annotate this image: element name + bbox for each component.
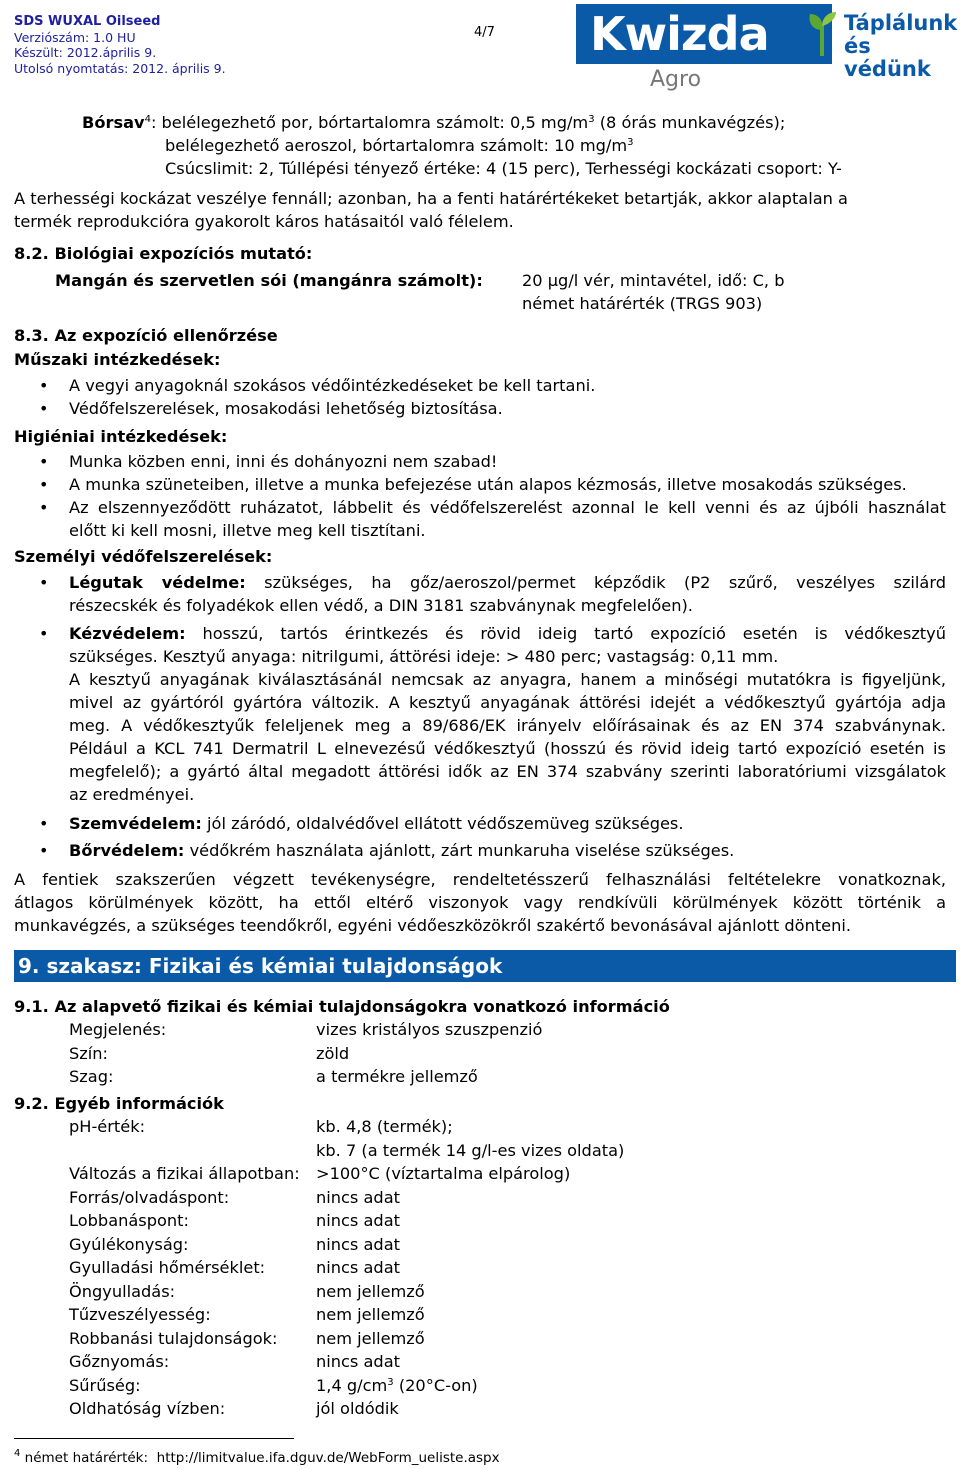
created-date: Készült: 2012.április 9. <box>14 45 157 60</box>
borsav-line1: Bórsav$^4$: belélegezhető por, bórtartalomra számolt: 0,5 $mg/m^3$ (8 órás munkavégzés); <box>82 113 786 132</box>
logo-slogan-line2: és védünk <box>844 34 931 81</box>
prop-value: jól oldódik <box>316 1399 399 1418</box>
prop-value: kb. 7 (a termék 14 g/l-es vizes oldata) <box>316 1141 625 1160</box>
company-logo <box>576 4 956 96</box>
closing-line: A fentiek szakszerűen végzett tevékenységre, rendeltetésszerű felhasználási feltételekre vonatkoznak, <box>14 870 946 889</box>
section-9-2-title: 9.2. Egyéb információk <box>14 1094 224 1113</box>
prop-value: zöld <box>316 1044 350 1063</box>
prop-value: 1,4 $g/cm^3$ (20°C-on) <box>316 1376 478 1395</box>
prop-value: nem jellemző <box>316 1305 425 1324</box>
section-9-header <box>14 950 956 982</box>
ppe-title: Személyi védőfelszerelések: <box>14 547 273 566</box>
prop-value: nem jellemző <box>316 1282 425 1301</box>
closing-line: átlagos körülmények között, ha ettől eltérő viszonyok vagy rendkívüli körülmények között történik a <box>14 893 946 912</box>
respiratory-line1: Légutak védelme: szükséges, ha gőz/aeroszol/permet képződik (P2 szűrő, veszélyes szilárd <box>69 573 946 592</box>
closing-line: munkavégzés, a szükséges teendőkről, egyéni védőeszközökről szakértő bevonásával ajánlott dönteni. <box>14 916 852 935</box>
hand-line1: Kézvédelem: hosszú, tartós érintkezés és rövid ideig tartó expozíció esetén is védőkesztyű <box>69 624 946 643</box>
section-8-3-title: 8.3. Az expozíció ellenőrzése <box>14 326 278 345</box>
borsav-para2: termék reprodukcióra gyakorolt káros hatásaitól való félelem. <box>14 212 514 231</box>
prop-key: Robbanási tulajdonságok: <box>69 1329 278 1348</box>
logo-sub: Agro <box>650 67 702 92</box>
prop-key: Oldhatóság vízben: <box>69 1399 226 1418</box>
bullet-icon: • <box>39 841 49 860</box>
prop-key: Változás a fizikai állapotban: <box>69 1164 300 1183</box>
prop-key: Öngyulladás: <box>69 1282 176 1301</box>
prop-key: Forrás/olvadáspont: <box>69 1188 230 1207</box>
hygiene-item: A munka szüneteiben, illetve a munka befejezése után alapos kézmosás, illetve mosakodás szükséges. <box>69 475 907 494</box>
respiratory-line2: részecskék és folyadékok ellen védő, a DIN 3181 szabványnak megfelelően). <box>69 596 693 615</box>
product-name: SDS WUXAL Oilseed <box>14 14 161 29</box>
borsav-line3: Csúcslimit: 2, Túllépési tényező értéke: 4 (15 perc), Terhességi kockázati csoport: Y- <box>165 159 842 178</box>
bullet-icon: • <box>39 573 49 592</box>
prop-value: a termékre jellemző <box>316 1067 478 1086</box>
prop-value: >100°C (víztartalma elpárolog) <box>316 1164 571 1183</box>
section-9-1-title: 9.1. Az alapvető fizikai és kémiai tulajdonságokra vonatkozó információ <box>14 997 670 1016</box>
borsav-line2: belélegezhető aeroszol, bórtartalomra számolt: 10 $mg/m^3$ <box>165 136 634 155</box>
prop-key: Lobbanáspont: <box>69 1211 189 1230</box>
manganese-label: Mangán és szervetlen sói (mangánra számolt): <box>55 271 483 290</box>
bullet-icon: • <box>39 399 49 418</box>
manganese-value2: német határérték (TRGS 903) <box>522 294 763 313</box>
manganese-value1: 20 µg/l vér, mintavétel, idő: C, b <box>522 271 785 290</box>
bullet-icon: • <box>39 376 49 395</box>
logo-brand: Kwizda <box>590 7 769 61</box>
prop-key: Gőznyomás: <box>69 1352 170 1371</box>
section-9-title: 9. szakasz: Fizikai és kémiai tulajdonságok <box>18 954 503 978</box>
hand-line: mivel az gyártóról gyártóra változik. A kesztyű anyagának áttörési idejét a védőkesztyű gyártója adja <box>69 693 946 712</box>
logo-slogan <box>844 12 957 81</box>
tech-item: A vegyi anyagoknál szokásos védőintézkedéseket be kell tartani. <box>69 376 596 395</box>
prop-value: nincs adat <box>316 1235 400 1254</box>
prop-value: nincs adat <box>316 1188 400 1207</box>
footnote: $^4$ német határérték: http://limitvalue.ifa.dguv.de/WebForm_ueliste.aspx <box>14 1448 500 1466</box>
hygiene-item: Munka közben enni, inni és dohányozni nem szabad! <box>69 452 498 471</box>
section-8-2-title: 8.2. Biológiai expozíciós mutató: <box>14 244 313 263</box>
technical-measures-title: Műszaki intézkedések: <box>14 350 221 369</box>
version: Verziószám: 1.0 HU <box>14 29 136 45</box>
tech-item: Védőfelszerelések, mosakodási lehetőség biztosítása. <box>69 399 503 418</box>
bullet-icon: • <box>39 475 49 494</box>
bullet-icon: • <box>39 452 49 471</box>
prop-value: nincs adat <box>316 1258 400 1277</box>
prop-key: Gyúlékonyság: <box>69 1235 189 1254</box>
bullet-icon: • <box>39 498 49 517</box>
hand-line: Például a KCL 741 Dermatril L elnevezésű védőkesztyű (hosszú és rövid ideig tartó expozíció esetén is <box>69 739 946 758</box>
bullet-icon: • <box>39 624 49 643</box>
hygiene-title: Higiéniai intézkedések: <box>14 427 228 446</box>
prop-key: Szag: <box>69 1067 114 1086</box>
leaf-icon <box>804 10 840 58</box>
logo-box <box>576 4 832 64</box>
prop-key: pH-érték: <box>69 1117 146 1136</box>
hand-line: megfelelő); a gyártó által megadott áttörési idők az EN 374 szabvány szerinti laboratóriumi vizsgálatok <box>69 762 946 781</box>
printed-date: Utolsó nyomtatás: 2012. április 9. <box>14 60 226 76</box>
footnote-separator <box>14 1438 294 1439</box>
hygiene-item-cont: előtt ki kell mosni, illetve meg kell tisztítani. <box>69 521 426 540</box>
hygiene-item: Az elszennyeződött ruházatot, lábbelit és védőfelszerelést azonnal le kell venni és az újbóli használat <box>69 498 946 517</box>
prop-key: Sűrűség: <box>69 1376 141 1395</box>
skin-protection: Bőrvédelem: védőkrém használata ajánlott, zárt munkaruha viselése szükséges. <box>69 841 735 860</box>
hand-line: A kesztyű anyagának kiválasztásánál nemcsak az anyagra, hanem a minőségi mutatókra is figyeljünk, <box>69 670 946 689</box>
footnote-link[interactable]: http://limitvalue.ifa.dguv.de/WebForm_ueliste.aspx <box>156 1450 500 1466</box>
prop-value: nem jellemző <box>316 1329 425 1348</box>
prop-key: Gyulladási hőmérséklet: <box>69 1258 266 1277</box>
borsav-para1: A terhességi kockázat veszélye fennáll; azonban, ha a fenti határértékeket betartják, akkor alaptalan a <box>14 189 848 208</box>
prop-value: nincs adat <box>316 1211 400 1230</box>
bullet-icon: • <box>39 814 49 833</box>
eye-protection: Szemvédelem: jól záródó, oldalvédővel ellátott védőszemüveg szükséges. <box>69 814 684 833</box>
prop-key: Szín: <box>69 1044 108 1063</box>
prop-value: nincs adat <box>316 1352 400 1371</box>
hand-line: az eredményei. <box>69 785 195 804</box>
logo-slogan-line1: Táplálunk <box>844 11 958 35</box>
hand-line: szükséges. Kesztyű anyaga: nitrilgumi, áttörési ideje: > 480 perc; vastagság: 0,11 mm. <box>69 647 779 666</box>
page-number: 4/7 <box>474 25 495 40</box>
prop-value: kb. 4,8 (termék); <box>316 1117 453 1136</box>
document-header <box>14 14 226 76</box>
prop-key: Tűzveszélyesség: <box>69 1305 211 1324</box>
prop-key: Megjelenés: <box>69 1020 167 1039</box>
prop-value: vizes kristályos szuszpenzió <box>316 1020 543 1039</box>
hand-line: meg. A védőkesztyűk feleljenek meg a 89/686/EK irányelv előírásainak és az EN 374 szabványnak. <box>69 716 946 735</box>
